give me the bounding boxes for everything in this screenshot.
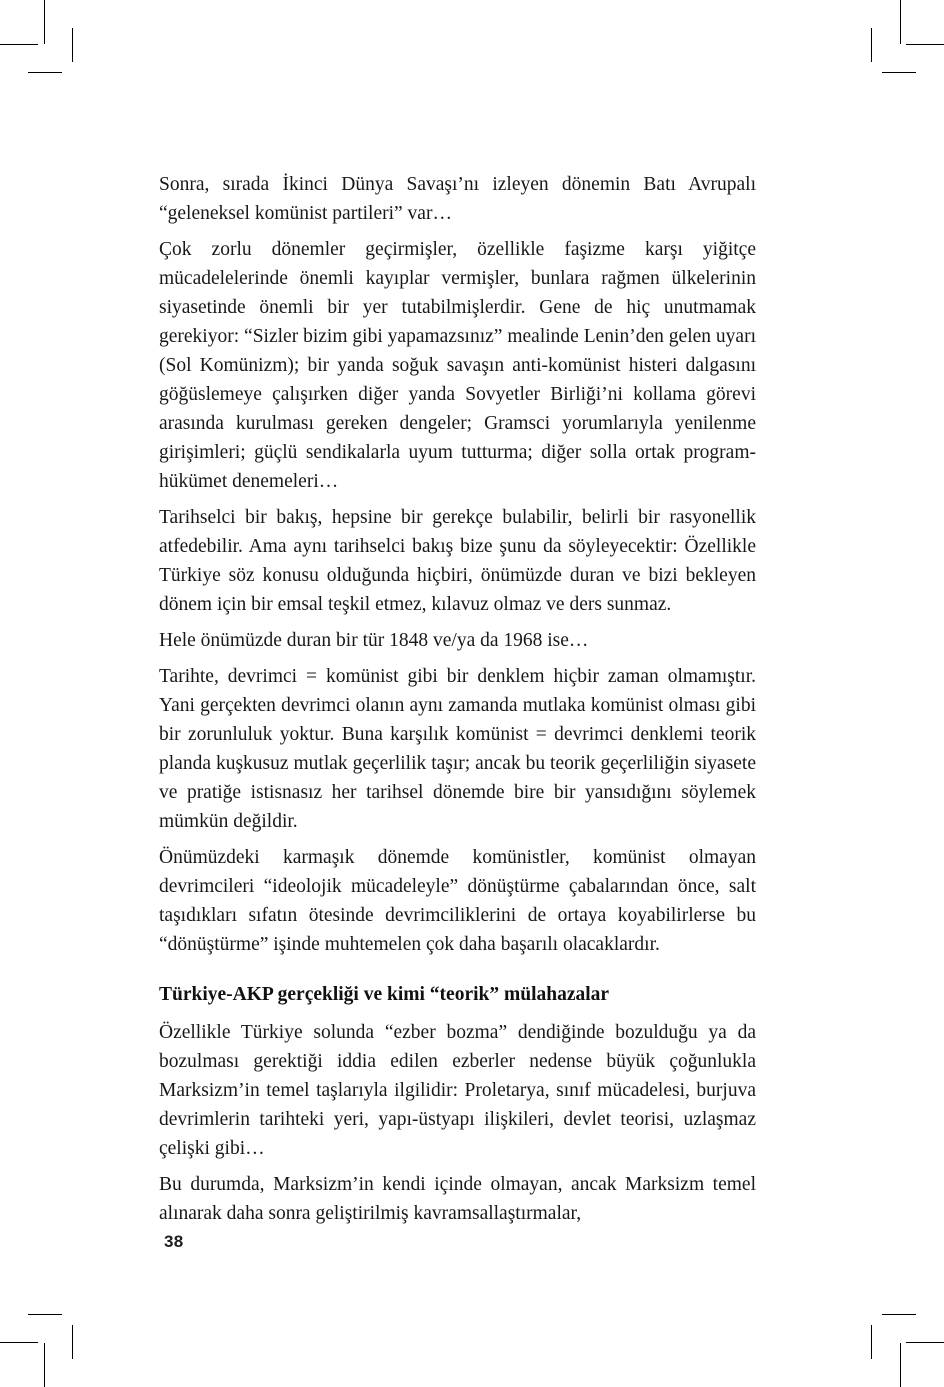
page-text-block — [159, 170, 756, 1228]
crop-mark-bottom-left-inner-horizontal — [28, 1314, 62, 1315]
crop-mark-top-left-outer-vertical — [44, 0, 45, 44]
page-number: 38 — [164, 1232, 184, 1251]
body-paragraph: Bu durumda, Marksizm’in kendi içinde olmayan, ancak Marksizm temel alınarak daha sonra geliştirilmiş kavramsallaştırmalar, — [159, 1174, 756, 1224]
crop-mark-bottom-left-inner-vertical — [72, 1325, 73, 1359]
crop-mark-bottom-right-inner-vertical — [871, 1325, 872, 1359]
crop-mark-top-right-outer-horizontal — [906, 44, 944, 45]
crop-mark-top-right-inner-horizontal — [882, 72, 916, 73]
crop-mark-top-left-outer-horizontal — [0, 44, 38, 45]
crop-mark-bottom-left-outer-vertical — [44, 1343, 45, 1387]
body-paragraph: Tarihte, devrimci = komünist gibi bir denklem hiçbir zaman olmamıştır. Yani gerçekten devrimci olanın aynı zamanda mutlaka komünist olması gibi bir zorunluluk yoktur. Buna karşılık komünist = devrimci denklemi teorik planda kuşkusuz mutlak geçerlilik taşır; ancak bu teorik geçerliliğin siyasete ve pratiğe istisnasız her tarihsel dönemde bire bir yansıdığını söylemek mümkün değildir. — [159, 666, 756, 832]
crop-mark-bottom-right-inner-horizontal — [882, 1314, 916, 1315]
crop-mark-top-left-inner-vertical — [72, 28, 73, 62]
body-paragraph: Önümüzdeki karmaşık dönemde komünistler, komünist olmayan devrimcileri “ideolojik mücadeleyle” dönüştürme çabalarından önce, salt taşıdıkları sıfatın ötesinde devrimciliklerini de ortaya koyabilirlerse bu “dönüştürme” işinde muhtemelen çok daha başarılı olacaklardır. — [159, 847, 756, 955]
crop-mark-bottom-left-outer-horizontal — [0, 1342, 38, 1343]
section-heading: Türkiye-AKP gerçekliği ve kimi “teorik” mülahazalar — [159, 984, 610, 1005]
body-paragraph: Özellikle Türkiye solunda “ezber bozma” dendiğinde bozulduğu ya da bozulması gerektiği iddia edilen ezberler nedense büyük çoğunlukla Marksizm’in temel taşlarıyla ilgilidir: Proletarya, sınıf mücadelesi, burjuva devrimlerin tarihteki yeri, yapı-üstyapı ilişkileri, devlet teorisi, uzlaşmaz çelişki gibi… — [159, 1022, 756, 1159]
crop-mark-bottom-right-outer-vertical — [900, 1343, 901, 1387]
body-paragraph: Tarihselci bir bakış, hepsine bir gerekçe bulabilir, belirli bir rasyonellik atfedebilir. Ama aynı tarihselci bakış bize şunu da söyleyecektir: Özellikle Türkiye söz konusu olduğunda hiçbiri, önümüzde duran ve bizi bekleyen dönem için bir emsal teşkil etmez, kılavuz olmaz ve ders sunmaz. — [159, 507, 756, 615]
crop-mark-top-right-inner-vertical — [871, 28, 872, 62]
crop-mark-top-right-outer-vertical — [900, 0, 901, 44]
crop-mark-top-left-inner-horizontal — [28, 72, 62, 73]
crop-mark-bottom-right-outer-horizontal — [906, 1342, 944, 1343]
body-paragraph: Sonra, sırada İkinci Dünya Savaşı’nı izleyen dönemin Batı Avrupalı “geleneksel komünist partileri” var… — [159, 174, 756, 224]
body-paragraph: Hele önümüzde duran bir tür 1848 ve/ya da 1968 ise… — [159, 630, 589, 651]
body-paragraph: Çok zorlu dönemler geçirmişler, özellikle faşizme karşı yiğitçe mücadelelerinde önemli kayıplar vermişler, bunlara rağmen ülkelerinin siyasetinde önemli bir yer tutabilmişlerdir. Gene de hiç unutmamak gerekiyor: “Sizler bizim gibi yapamazsınız” mealinde Lenin’den gelen uyarı (Sol Komünizm); bir yanda soğuk savaşın anti-komünist histeri dalgasını göğüslemeye çalışırken diğer yanda Sovyetler Birliği’ni kollama görevi arasında kurulması gereken dengeler; Gramsci yorumlarıyla yenilenme girişimleri; güçlü sendikalarla uyum tutturma; diğer solla ortak program-hükümet denemeleri… — [159, 239, 756, 492]
